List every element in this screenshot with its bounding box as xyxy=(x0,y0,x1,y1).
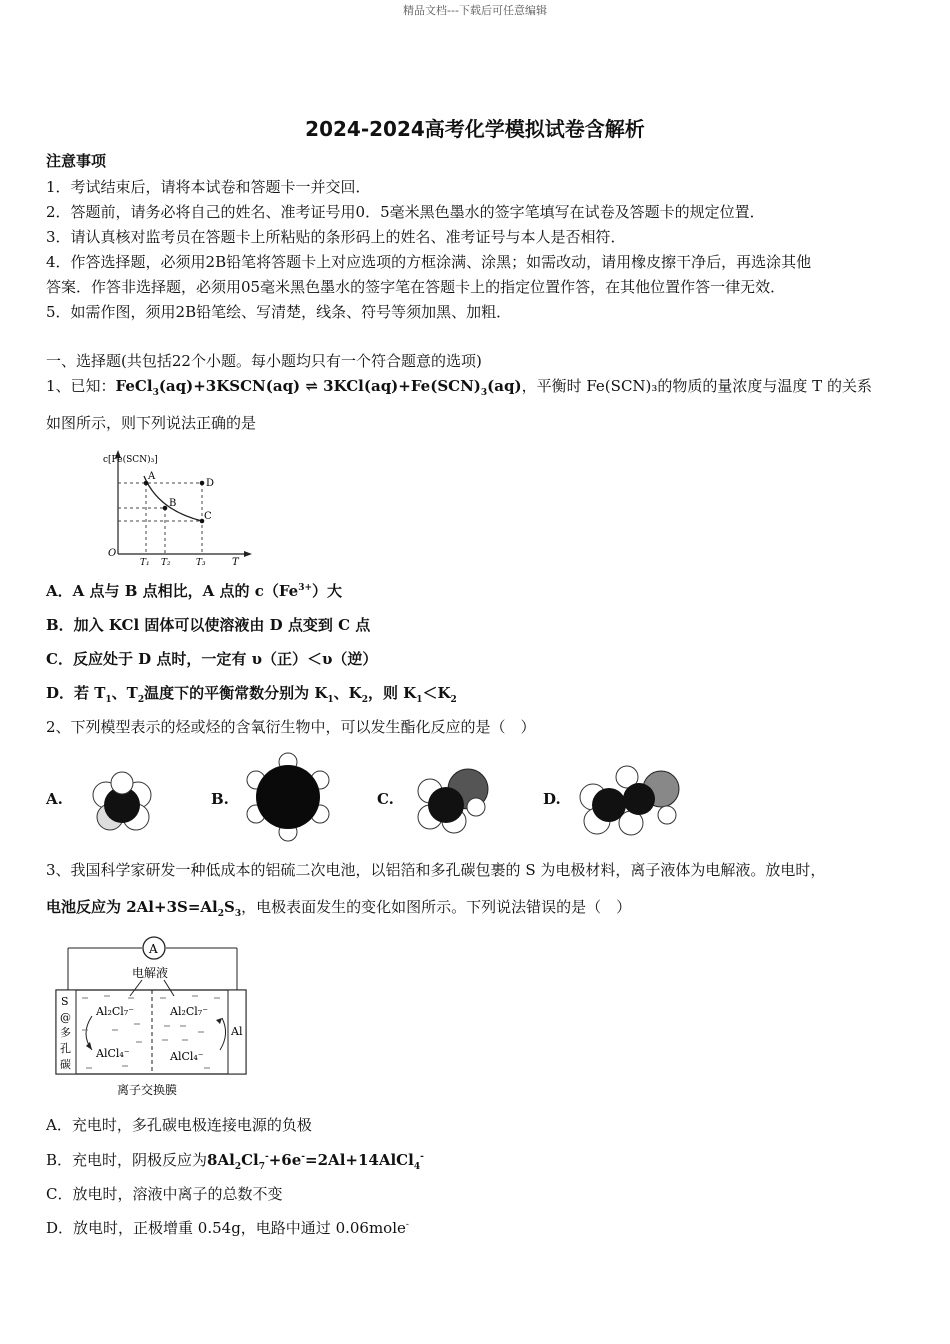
notice-item: 1．考试结束后，请将本试卷和答题卡一并交回． xyxy=(46,178,371,196)
molecule-c-image xyxy=(408,765,498,837)
molecule-d-image xyxy=(575,763,685,839)
q1-option-d: D．若 $T_1$、$T_2$温度下的平衡常数分别为 $K_1$、$K_2$，则 $K_1<K_2$ xyxy=(46,684,457,705)
q3-option-a: A．充电时，多孔碳电极连接电源的负极 xyxy=(46,1116,312,1134)
q1-option-a: A．A 点与 B 点相比，A 点的 $c(Fe^{3+})$大 xyxy=(46,582,343,600)
q2-label-d: D. xyxy=(543,790,561,808)
q3-option-b: B．充电时，阴极反应为$8Al_2Cl_7^-+6e^-=2Al+14AlCl_4^-$ xyxy=(46,1151,424,1172)
svg-text:Al₂Cl₇⁻: Al₂Cl₇⁻ xyxy=(96,1005,135,1018)
notice-item: 3．请认真核对监考员在答题卡上所粘贴的条形码上的姓名、准考证号与本人是否相符． xyxy=(46,228,626,246)
membrane-label: 离子交换膜 xyxy=(117,1083,178,1097)
q1-stem-line2: 如图所示，则下列说法正确的是 xyxy=(46,414,257,432)
q1-option-b: B．加入 KCl 固体可以使溶液由 D 点变到 C 点 xyxy=(46,616,371,634)
graph-ylabel: c[Fe(SCN)₃] xyxy=(103,455,158,465)
svg-text:多: 多 xyxy=(60,1026,71,1039)
q3-stem: 3、我国科学家研发一种低成本的铝硫二次电池，以铝箔和多孔碳包裹的 S 为电极材料，离子液体为电解液。放电时， xyxy=(46,861,826,879)
q2-stem: 2、下列模型表示的烃或烃的含氧衍生物中，可以发生酯化反应的是（ ） xyxy=(46,718,536,736)
notice-item: 5．如需作图，须用2B铅笔绘、写清楚，线条、符号等须加黑、加粗． xyxy=(46,303,512,321)
section-heading: 一、选择题(共包括22个小题。每小题均只有一个符合题意的选项) xyxy=(46,352,482,370)
point-label: C xyxy=(204,511,212,522)
q3-stem-line2: 电池反应为 $2Al+3S=Al_2S_3$，电极表面发生的变化如图所示。下列说法错误的是（ ） xyxy=(46,898,632,919)
q2-label-b: B. xyxy=(211,790,229,808)
notice-item: 2．答题前，请务必将自己的姓名、准考证号用0．5毫米黑色墨水的签字笔填写在试卷及答题卡的规定位置． xyxy=(46,203,765,221)
al-electrode-label: Al xyxy=(231,1025,243,1038)
point-label: A xyxy=(148,471,156,482)
svg-text:AlCl₄⁻: AlCl₄⁻ xyxy=(96,1047,130,1060)
svg-text:碳: 碳 xyxy=(60,1058,71,1071)
svg-text:AlCl₄⁻: AlCl₄⁻ xyxy=(170,1050,204,1063)
q2-label-c: C. xyxy=(377,790,394,808)
page-header: 精品文档---下载后可任意编辑 xyxy=(403,4,547,17)
notice-item: 4．作答选择题，必须用2B铅笔将答题卡上对应选项的方框涂满、涂黑；如需改动，请用橡皮擦干净后，再选涂其他 xyxy=(46,253,812,271)
svg-text:孔: 孔 xyxy=(60,1042,71,1055)
molecule-a-image xyxy=(88,765,158,835)
q3-option-c: C．放电时，溶液中离子的总数不变 xyxy=(46,1185,283,1203)
ammeter-label: A xyxy=(149,942,158,956)
notice-item: 答案．作答非选择题，必须用05毫米黑色墨水的签字笔在答题卡上的指定位置作答，在其他位置作答一律无效． xyxy=(46,278,786,296)
point-label: B xyxy=(169,498,177,509)
molecule-b-image xyxy=(243,752,333,842)
q1-option-c: C．反应处于 D 点时，一定有 υ（正）＜υ（逆） xyxy=(46,650,378,668)
svg-text:Al₂Cl₇⁻: Al₂Cl₇⁻ xyxy=(170,1005,209,1018)
page-title: 2024-2024高考化学模拟试卷含解析 xyxy=(305,117,645,141)
svg-text:S: S xyxy=(61,995,69,1008)
q2-label-a: A. xyxy=(46,790,63,808)
point-label: D xyxy=(206,478,215,489)
notice-heading: 注意事项 xyxy=(46,152,107,170)
battery-diagram xyxy=(52,934,252,1102)
q1-graph xyxy=(100,448,260,566)
tick-label: T₁ xyxy=(140,558,150,566)
electrolyte-label: 电解液 xyxy=(132,966,169,980)
q3-option-d: D．放电时，正极增重 0.54g，电路中通过 0.06mole- xyxy=(46,1219,409,1237)
tick-label: T₂ xyxy=(161,558,171,566)
graph-origin: O xyxy=(108,548,117,559)
tick-label: T₃ xyxy=(196,558,206,566)
graph-xlabel: T xyxy=(232,557,239,566)
q1-stem: 1、已知：FeCl$_3$(aq)+3KSCN(aq) ⇌ $3KCl(aq)+Fe(SCN)_3(aq)$，平衡时 Fe(SCN)₃的物质的量浓度与温度 T 的关系 xyxy=(46,377,872,398)
svg-text:@: @ xyxy=(60,1011,71,1024)
